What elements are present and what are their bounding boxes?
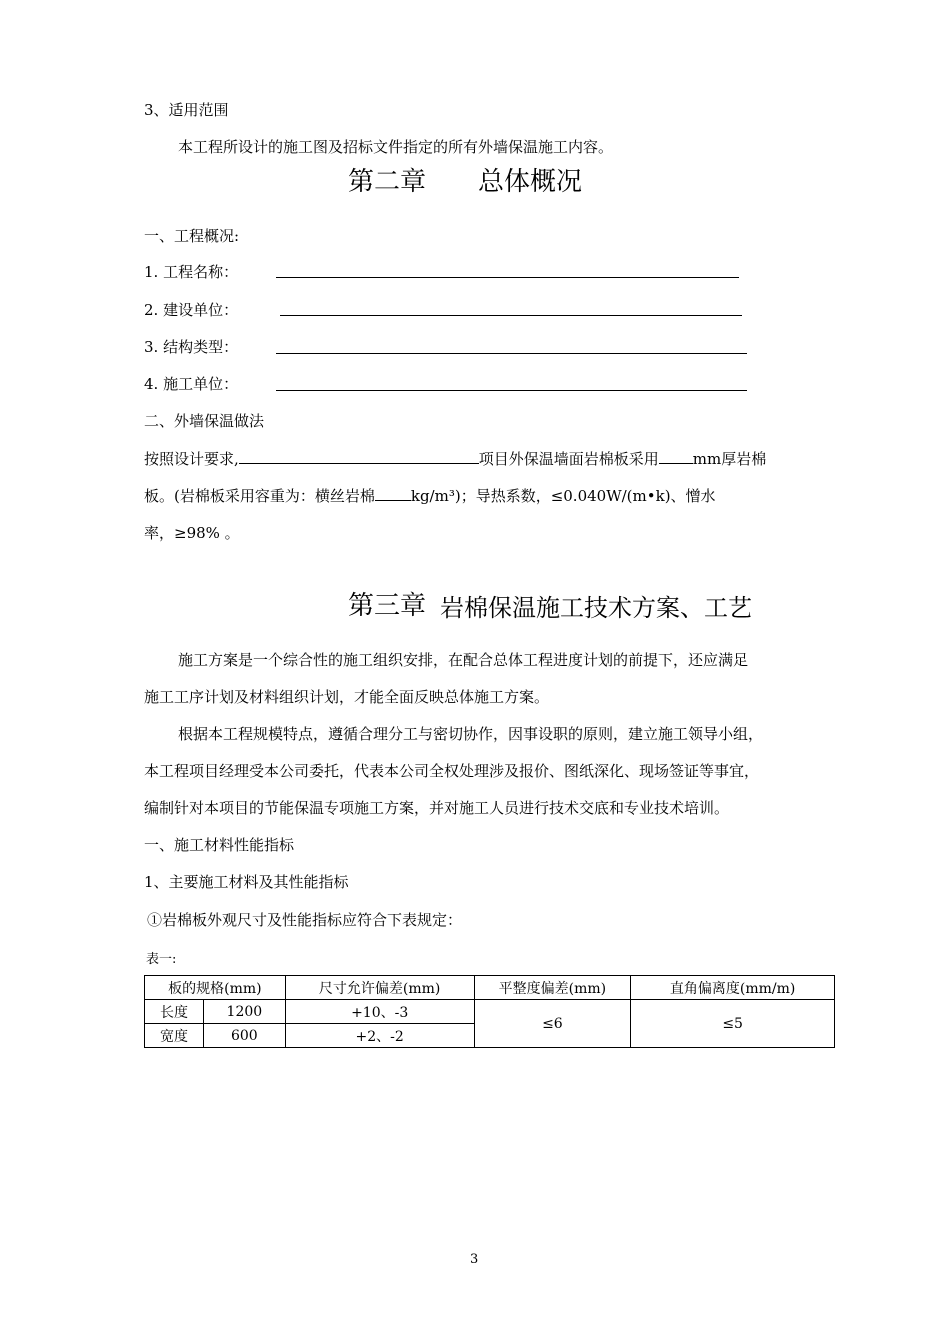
section-heading-overview: 一、工程概况: bbox=[144, 227, 240, 245]
section-heading-method: 二、外墙保温做法 bbox=[144, 412, 265, 430]
field-label-structure: 3. 结构类型： bbox=[144, 338, 239, 356]
header-flatness: 平整度偏差(mm) bbox=[474, 976, 631, 1000]
field-label-contractor: 4. 施工单位： bbox=[144, 375, 239, 393]
method-line-3: 率，≥98% 。 bbox=[144, 524, 240, 542]
method-line-2 bbox=[144, 486, 716, 506]
cell-flatness: ≤6 bbox=[474, 1000, 631, 1048]
chapter3-title: 岩棉保温施工技术方案、工艺 bbox=[440, 594, 752, 622]
method-text-b: 项目外保温墙面岩棉板采用 bbox=[478, 450, 659, 468]
cell-dimension-name: 长度 bbox=[145, 1000, 204, 1024]
field-label-project-name: 1. 工程名称： bbox=[144, 263, 239, 281]
spec-item-1: ①岩棉板外观尺寸及性能指标应符合下表规定： bbox=[147, 911, 463, 929]
plan-paragraph-line-2: 施工工序计划及材料组织计划，才能全面反映总体施工方案。 bbox=[144, 688, 550, 706]
section-heading-scope: 3、适用范围 bbox=[144, 101, 229, 119]
field-label-owner: 2. 建设单位： bbox=[144, 301, 239, 319]
scope-paragraph: 本工程所设计的施工图及招标文件指定的所有外墙保温施工内容。 bbox=[178, 138, 614, 156]
method-text-e: kg/m³)；导热系数，≤0.040W/(m•k)、憎水 bbox=[410, 487, 716, 505]
method-line-1 bbox=[144, 449, 766, 469]
org-paragraph-line-2: 本工程项目经理受本公司委托，代表本公司全权处理涉及报价、图纸深化、现场签证等事宜， bbox=[144, 762, 760, 780]
field-blank-project-name bbox=[276, 277, 739, 278]
field-blank-contractor bbox=[276, 390, 747, 391]
chapter3-number: 第三章 bbox=[348, 591, 427, 621]
org-paragraph-line-3: 编制针对本项目的节能保温专项施工方案，并对施工人员进行技术交底和专业技术培训。 bbox=[144, 799, 730, 817]
chapter2-number: 第二章 bbox=[348, 167, 427, 197]
header-tolerance: 尺寸允许偏差(mm) bbox=[285, 976, 474, 1000]
cell-dimension-name: 宽度 bbox=[145, 1024, 204, 1048]
plan-paragraph-line-1: 施工方案是一个综合性的施工组织安排，在配合总体工程进度计划的前提下，还应满足 bbox=[178, 651, 749, 669]
field-blank-structure bbox=[276, 353, 747, 354]
table-row bbox=[145, 1000, 835, 1024]
org-paragraph-line-1: 根据本工程规模特点，遵循合理分工与密切协作，因事设职的原则，建立施工领导小组， bbox=[178, 725, 764, 743]
method-text-d: 板。(岩棉板采用容重为：横丝岩棉 bbox=[144, 487, 375, 505]
subsection-heading-main-materials: 1、主要施工材料及其性能指标 bbox=[144, 873, 349, 891]
table-caption: 表一: bbox=[146, 952, 177, 967]
method-blank-density bbox=[375, 486, 411, 501]
table-header-row bbox=[145, 976, 835, 1000]
cell-size: 600 bbox=[203, 1024, 285, 1048]
method-blank-project bbox=[239, 449, 479, 464]
method-text-c: mm厚岩棉 bbox=[692, 450, 767, 468]
method-text-a: 按照设计要求, bbox=[144, 450, 239, 468]
cell-size: 1200 bbox=[203, 1000, 285, 1024]
method-blank-thickness bbox=[659, 449, 693, 464]
cell-squareness: ≤5 bbox=[631, 1000, 835, 1048]
cell-tolerance: +10、-3 bbox=[285, 1000, 474, 1024]
rockwool-spec-table bbox=[144, 975, 835, 1048]
chapter2-title: 总体概况 bbox=[478, 167, 583, 197]
section-heading-materials: 一、施工材料性能指标 bbox=[144, 836, 295, 854]
header-squareness: 直角偏离度(mm/m) bbox=[631, 976, 835, 1000]
field-blank-owner bbox=[280, 315, 742, 316]
page-number: 3 bbox=[470, 1252, 479, 1267]
header-spec: 板的规格(mm) bbox=[145, 976, 286, 1000]
cell-tolerance: +2、-2 bbox=[285, 1024, 474, 1048]
